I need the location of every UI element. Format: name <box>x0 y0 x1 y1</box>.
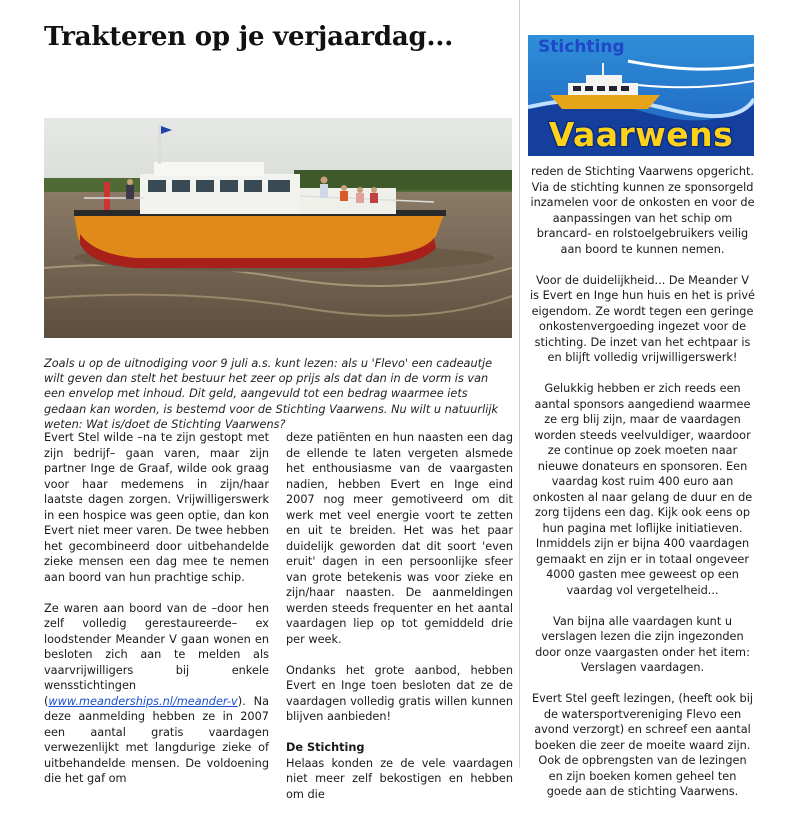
paragraph: Helaas konden ze de vele vaardagen niet meer zelf bekostigen en hebben om die <box>286 756 513 801</box>
meanderships-link[interactable]: www.meanderships.nl/meander-v <box>48 694 238 708</box>
boat-photo <box>44 118 512 338</box>
article-title: Trakteren op je verjaardag... <box>44 22 454 52</box>
paragraph: Evert Stel wilde –na te zijn gestopt met zijn bedrijf– gaan varen, maar zijn partner Inge de Graaf, wilde ook graag voor haar medemens in zijn/haar laatste dagen zorgen. Vrijwilligerswerk in een hospice was geen optie, dan kon Evert niet meer varen. De twee hebben het gecombineerd door uitbehandelde zieke mensen een dag mee te nemen aan boord van hun prachtige schip. <box>44 431 269 584</box>
logo-line-vaarwens: Vaarwens <box>548 115 734 154</box>
paragraph: Ondanks het grote aanbod, hebben Evert en Inge toen besloten dat ze de vaardagen volledig gratis willen kunnen blijven aanbieden! <box>286 663 513 723</box>
stichting-vaarwens-logo <box>528 35 754 156</box>
paragraph: deze patiënten en hun naasten een dag de ellende te laten vergeten alsmede het enthousiasme van de vaargasten nadien, hebben Evert en Inge eind 2007 nog meer gemotiveerd om dit werk met veel energie voort te zetten en uit te breiden. Het was het paar duidelijk geworden dat dit soort 'even eruit' dagen in een persoonlijke sfeer van grote betekenis was voor zieke en zijn/haar naasten. De aanmeldingen werden steeds frequenter en het aantal vaardagen liep op tot gemiddeld drie per week. <box>286 431 513 646</box>
text-column-2 <box>286 430 513 818</box>
paragraph: Van bijna alle vaardagen kunt u verslagen lezen die zijn ingezonden door onze vaargasten onder het item: Verslagen vaardagen. <box>535 614 750 674</box>
column-divider <box>519 0 520 768</box>
text-column-3 <box>530 164 755 815</box>
paragraph: Voor de duidelijkheid... De Meander V is Evert en Inge hun huis en het is privé eigendom. Ze wordt tegen een geringe onkostenvergoeding ingezet voor de stichting. De inzet van het echtpaar is en blijft volledig vrijwilligerswerk! <box>530 273 755 364</box>
article-intro: Zoals u op de uitnodiging voor 9 juli a.s. kunt lezen: als u 'Flevo' een cadeautje wilt geven dan stelt het bestuur het zeer op prijs als dat dan in de vorm is van een envelop met inhoud. Dit geld, aangevuld tot een bedrag waarmee iets gedaan kan worden, is bestemd voor de Stichting Vaarwens. Nu wilt u natuurlijk weten: Wat is/doet de Stichting Vaarwens? <box>44 357 499 431</box>
paragraph: Evert Stel geeft lezingen, (heeft ook bij de watersportvereniging Flevo een avond verzorgt) en schreef een aantal boeken die zeer de moeite waard zijn. Ook de opbrengsten van de lezingen en zijn boeken komen geheel ten goede aan de stichting Vaarwens. <box>531 692 754 798</box>
logo-line-stichting: Stichting <box>538 37 625 57</box>
paragraph-text: ). Na deze aanmelding hebben ze in 2007 een aantal gratis vaardagen verwezenlijkt met langdurige zieke of uitbehandelde mensen. De voldoening die het gaf om <box>44 694 269 785</box>
paragraph: reden de Stichting Vaarwens opgericht. Via de stichting kunnen ze sponsorgeld inzamelen voor de onkosten en voor de aanpassingen van het schip om brancard- en rolstoelgebruikers veilig aan boord te kunnen nemen. <box>530 165 755 256</box>
paragraph: Gelukkig hebben er zich reeds een aantal sponsors aangediend waarmee ze erg blij zijn, maar de vaardagen worden steeds veelvuldiger, waardoor ze continue op zoek moeten naar nieuwe donateurs en sponsoren. Een vaardag kost ruim 400 euro aan onkosten al naar gelang de duur en de zorg tijdens een dag. Kijk ook eens op hun pagina met loflijke initiatieven. Inmiddels zijn er bijna 400 vaardagen gemaakt en zijn er in totaal ongeveer 4000 gasten mee geweest op een vaardag vol vergetelheid... <box>532 382 753 597</box>
text-column-1 <box>44 430 269 802</box>
section-heading: De Stichting <box>286 741 365 754</box>
paragraph <box>44 601 269 787</box>
paragraph-text: Ze waren aan boord van de –door hen zelf volledig gerestaureerde– ex loodstender Meander V gaan wonen en besloten zich aan te melden als vaarvrijwilligers bij enkele wensstichtingen ( <box>44 601 269 708</box>
